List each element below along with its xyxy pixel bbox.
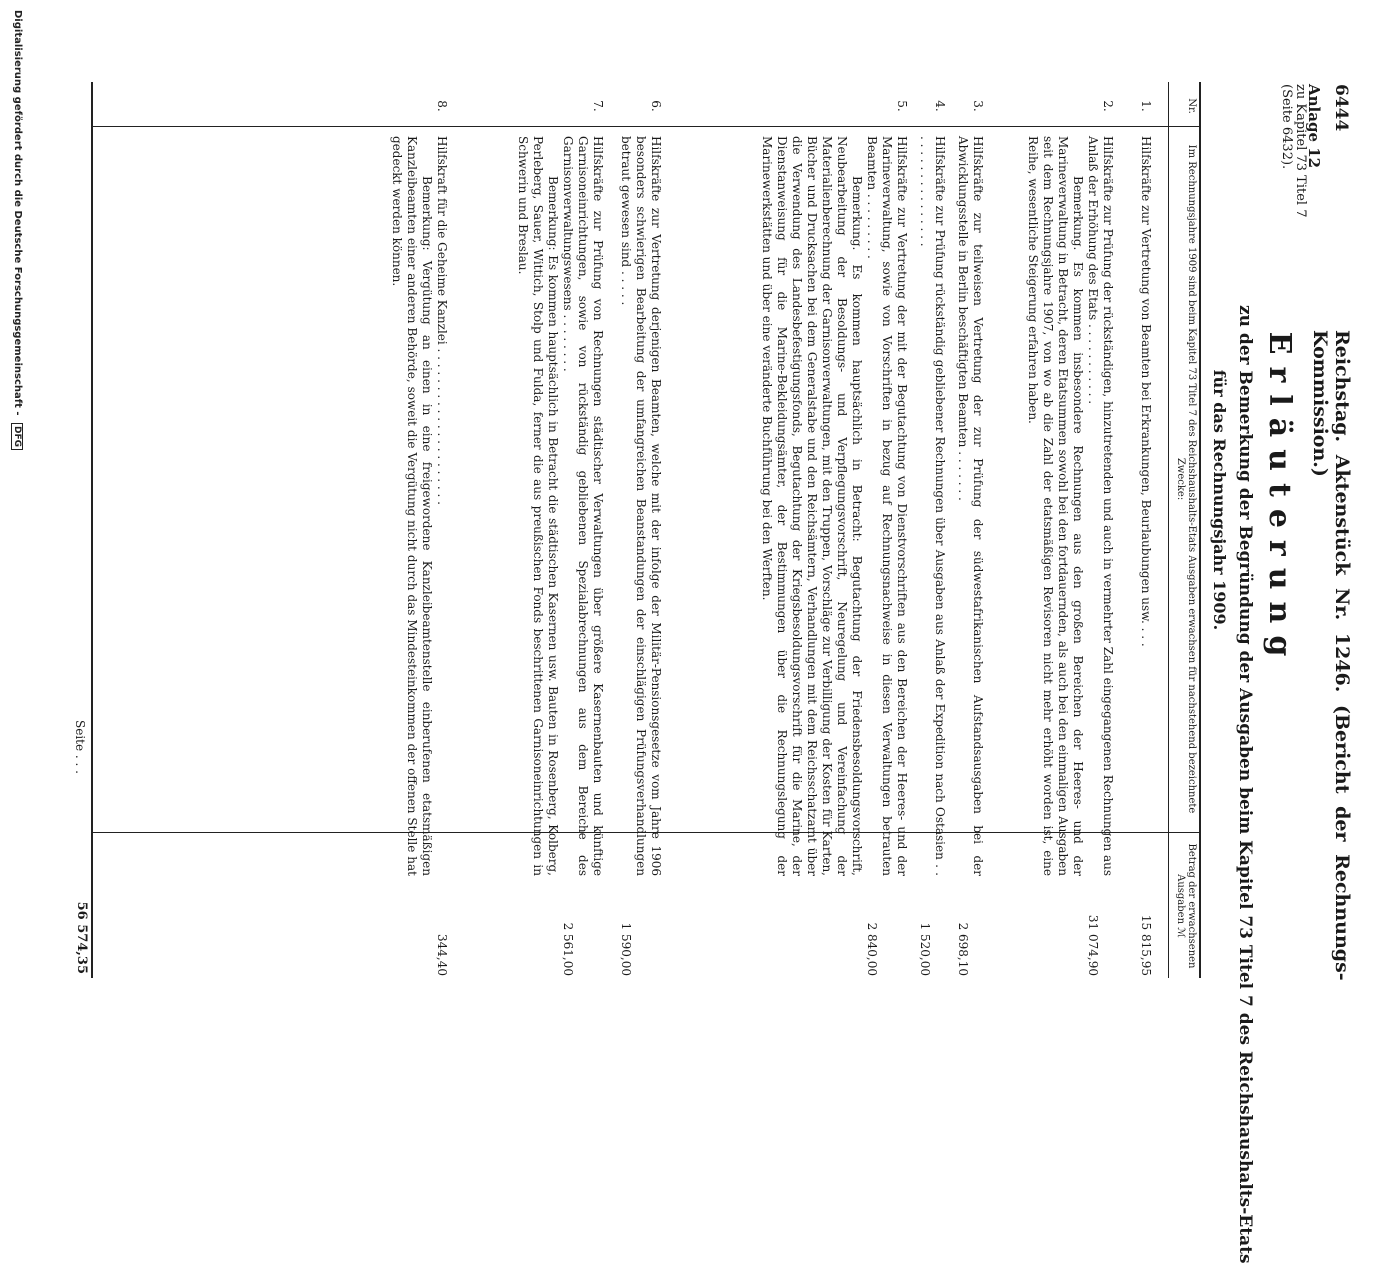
column-header-purpose: Im Rechnungsjahre 1909 sind beim Kapitel 73 Titel 7 des Reichshaushalts-Etats Ausgaben erwachsen für nachstehend bezeichnete Zwecke: — [1175, 144, 1197, 814]
table-bottom-rule — [91, 82, 93, 978]
row-remark: Bemerkung. Es kommen hauptsächlich in Betracht: Begutachtung der Friedensbesoldungsvorschrift, Neubearbeitung der Besoldungs- und Verpflegungsvorschrift, Neuregelung und Vereinfachung der Materialienberechnung der Garnisonverwaltungen, mit den Truppen, Vorschläge zur Verbilligung der Kosten für Karten, Bücher und Drucksachen bei dem Generalstabe und den Reichsämtern, Verhandlungen mit dem Reichsschatzamt über die Verwendung des Landesbefestigungsfonds, Begutachtung der Kriegsbesoldungsvorschrift für die Marine, der Dienstanweisung für die Marine-Bekleidungsämter, der Bestimmungen über die Rechnungslegung der Marinewerkstätten und über eine veränderte Buchführung bei den Werften. — [760, 136, 864, 876]
row-description — [1138, 136, 1153, 876]
column-header-nr: Nr. — [1186, 98, 1197, 114]
total-label: Seite . . . — [73, 720, 87, 774]
row-number: 8. — [435, 100, 449, 112]
row-amount: 1 590,00 — [619, 922, 633, 976]
table-top-rule — [1199, 82, 1201, 978]
digitization-credit-text: Digitalisierung gefördert durch die Deutsche Forschungsgemeinschaft - — [12, 10, 23, 416]
column-header-amount: Betrag der erwachsenen Ausgaben ℳ — [1175, 843, 1197, 969]
row-number: 3. — [971, 100, 985, 112]
running-header: Reichstag. Aktenstück Nr. 1246. (Bericht der Rechnungs-Kommission.) — [1309, 330, 1353, 981]
row-purpose: Hilfskräfte zur Vertretung von Beamten bei Erkrankungen, Beurlaubungen usw. . . . — [1139, 136, 1153, 647]
row-amount: 344,40 — [435, 934, 449, 976]
row-amount: 2 840,00 — [865, 922, 879, 976]
row-purpose: Hilfskräfte zur Vertretung derjenigen Beamten, welche mit der infolge der Militär-Pensionsgesetze vom Jahre 1906 besonders schwierigen Bearbeitung der umfangreichen Beanstandungen der einschlägigen Prüfungsverhandlungen betraut gewesen sind . . . . . — [619, 136, 663, 876]
annex-title: Anlage 12 — [1305, 84, 1323, 169]
page-number: 6444 — [1331, 84, 1351, 132]
row-number: 2. — [1101, 100, 1115, 112]
row-description — [759, 136, 909, 876]
row-number: 4. — [933, 100, 947, 112]
row-description — [515, 136, 605, 876]
row-number: 7. — [591, 100, 605, 112]
row-remark: Bemerkung: Vergütung an einen in eine freigewordene Kanzleibeamtenstelle einberufenen etatsmäßigen Kanzleibeamten einer anderen Behörde, soweit die Vergütung nicht durch das Mindesteinkommen der offenen Stelle hat gedeckt werden können. — [390, 136, 434, 876]
row-description — [917, 136, 947, 876]
row-description — [389, 136, 449, 876]
row-remark: Bemerkung. Es kommen insbesondere Rechnungen aus den großen Bereichen der Heeres- und der Marineverwaltung in Betracht, deren Etatsummen sowohl bei den fortdauernden, als auch bei den einmaligen Ausgaben seit dem Rechnungsjahre 1907, von wo ab die Zahl der etatsmäßigen Revisoren nicht mehr erhöht worden ist, eine Reihe, wesentliche Steigerung erfahren haben. — [1026, 136, 1085, 876]
row-purpose: Hilfskräfte zur Prüfung rückständig gebliebener Rechnungen über Ausgaben aus Anlaß der Expedition nach Ostasien . . . . . . . . . . . . . . . . . — [918, 136, 947, 876]
row-remark: Bemerkung: Es kommen hauptsächlich in Betracht die städtischen Kasernen usw. Bauten in Rosenberg, Kolberg, Perleberg, Sauer, Wittich, Stolp und Fulda, ferner die aus preußischen Fonds beschrittenen Garnisoneinrichtungen in Schwerin und Breslau. — [516, 136, 560, 876]
row-purpose: Hilfskräfte zur teilweisen Vertretung der zur Prüfung der südwestafrikanischen Aufstandsausgaben bei der Abwicklungsstelle in Berlin beschäftigten Beamten . . . . . . . — [956, 136, 985, 876]
document-subtitle-year: für das Rechnungsjahr 1909. — [1210, 369, 1229, 631]
row-purpose: Hilfskraft für die Geheime Kanzlei . . . . . . . . . . . . . . . . . . . . . — [435, 136, 449, 505]
row-amount: 2 698,10 — [956, 922, 970, 976]
column-divider — [93, 126, 1201, 127]
row-amount: 2 561,00 — [561, 922, 575, 976]
row-amount: 1 520,00 — [918, 922, 932, 976]
row-number: 6. — [649, 100, 663, 112]
row-purpose: Hilfskräfte zur Prüfung von Rechnungen städtischer Verwaltungen über größere Kasernenbauten und künftige Garnisoneinrichtungen, sowie von rückständig gebliebenen Spezialabrechnungen aus dem Bereiche des Garnisonverwaltungswesens . . . . . . . . — [561, 136, 605, 876]
document-title: Erläuterung — [1262, 331, 1297, 669]
dfg-logo: DFG — [11, 423, 23, 450]
row-description — [955, 136, 985, 876]
annex-page: (Seite 6432). — [1279, 84, 1294, 170]
document-subtitle: zu der Bemerkung der Begründung der Ausgaben beim Kapitel 73 Titel 7 des Reichshaushalts-Etats — [1235, 305, 1255, 1264]
row-purpose: Hilfskräfte zur Vertretung der mit der Begutachtung von Dienstvorschriften aus den Bereichen der Heeres- und der Marineverwaltung, sowie von Vorschriften in bezug auf Rechnungsnachweise in diesen Verwaltungen betrauten Beamten . . . . . . . . . — [865, 136, 909, 876]
row-description — [1025, 136, 1115, 876]
total-amount: 56 574,35 — [74, 901, 89, 974]
row-amount: 31 074,90 — [1086, 914, 1100, 976]
row-description — [618, 136, 663, 876]
row-number: 5. — [895, 100, 909, 112]
row-amount: 15 815,95 — [1139, 914, 1153, 976]
annex-chapter: zu Kapitel 73 Titel 7 — [1293, 84, 1308, 218]
row-purpose: Hilfskräfte zur Prüfung der rückständigen, hinzutretenden und auch in vermehrter Zahl eingegangenen Rechnungen aus Anlaß der Erhöhung des Etats . . . . . . . . . . . — [1086, 136, 1115, 876]
table-header-rule — [1168, 82, 1169, 978]
row-number: 1. — [1139, 100, 1153, 112]
digitization-credit — [11, 0, 23, 1010]
